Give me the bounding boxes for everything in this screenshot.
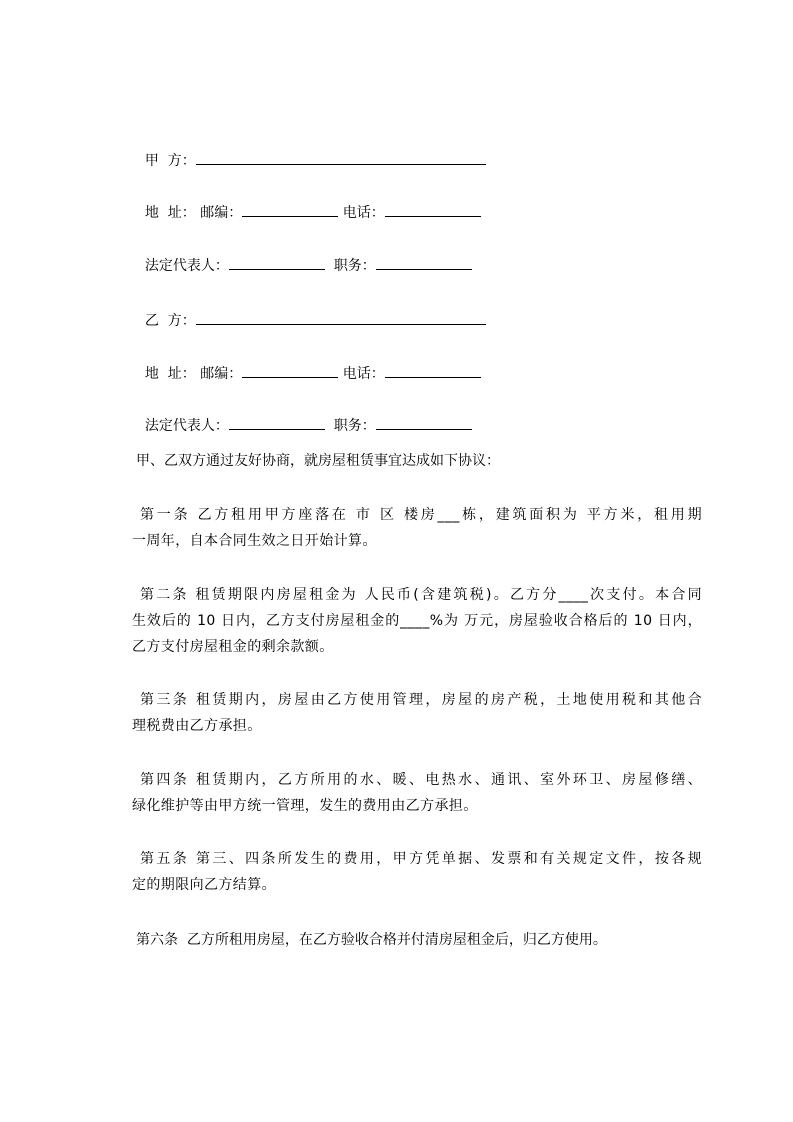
party-b-line bbox=[136, 291, 486, 331]
party-b-position-label: 职务： bbox=[333, 418, 376, 434]
party-a-label: 甲 方： bbox=[144, 153, 196, 169]
intro-text: 甲、乙双方通过友好协商，就房屋租赁事宜达成如下协议： bbox=[136, 453, 500, 469]
party-b-address-line bbox=[136, 344, 481, 384]
article-6: 第六条 乙方所租用房屋，在乙方验收合格并付清房屋租金后，归乙方使用。 bbox=[136, 932, 607, 948]
party-a-line bbox=[136, 131, 486, 171]
article-5 bbox=[132, 846, 702, 898]
party-b-postcode-label: 邮编： bbox=[200, 366, 243, 382]
article-3-line-2: 理税费由乙方承担。 bbox=[132, 718, 262, 734]
article-4 bbox=[132, 767, 702, 819]
party-a-name-blank bbox=[196, 152, 486, 165]
party-b-phone-label: 电话： bbox=[342, 366, 385, 382]
article-5-line-1: 第五条 第三、四条所发生的费用，甲方凭单据、发票和有关规定文件，按各规 bbox=[140, 851, 702, 867]
party-b-rep-blank bbox=[229, 417, 325, 430]
article-1-line-1: 第一条 乙方租用甲方座落在 市 区 楼房___栋，建筑面积为 平方米，租用期 bbox=[140, 507, 702, 523]
article-2 bbox=[132, 582, 702, 660]
article-1-line-2: 一周年，自本合同生效之日开始计算。 bbox=[132, 533, 377, 549]
party-a-address-line bbox=[136, 183, 481, 223]
party-a-rep-line bbox=[136, 236, 472, 276]
article-1 bbox=[132, 502, 702, 554]
article-2-line-2: 生效后的 10 日内，乙方支付房屋租金的____%为 万元，房屋验收合格后的 10 日内， bbox=[132, 613, 702, 629]
party-b-label: 乙 方： bbox=[144, 313, 196, 329]
article-3-line-1: 第三条 租赁期内，房屋由乙方使用管理，房屋的房产税，土地使用税和其他合 bbox=[140, 692, 702, 708]
party-b-rep-line bbox=[136, 396, 472, 436]
party-a-address-label: 地 址： bbox=[144, 205, 196, 221]
party-b-rep-label: 法定代表人： bbox=[144, 418, 229, 434]
article-3 bbox=[132, 687, 702, 739]
article-2-line-3: 乙方支付房屋租金的剩余款额。 bbox=[132, 639, 334, 655]
party-a-rep-label: 法定代表人： bbox=[144, 258, 229, 274]
article-4-line-2: 绿化维护等由甲方统一管理，发生的费用由乙方承担。 bbox=[132, 798, 478, 814]
party-a-phone-label: 电话： bbox=[342, 205, 385, 221]
party-a-phone-blank bbox=[385, 204, 481, 217]
party-b-name-blank bbox=[196, 312, 486, 325]
party-b-postcode-blank bbox=[242, 365, 338, 378]
article-5-line-2: 定的期限向乙方结算。 bbox=[132, 877, 276, 893]
party-a-position-label: 职务： bbox=[333, 258, 376, 274]
party-b-position-blank bbox=[376, 417, 472, 430]
party-a-postcode-label: 邮编： bbox=[200, 205, 243, 221]
party-b-phone-blank bbox=[385, 365, 481, 378]
party-a-position-blank bbox=[376, 257, 472, 270]
article-2-line-1: 第二条 租赁期限内房屋租金为 人民币(含建筑税)。乙方分____次支付。本合同 bbox=[140, 587, 702, 603]
party-a-rep-blank bbox=[229, 257, 325, 270]
party-b-address-label: 地 址： bbox=[144, 366, 196, 382]
article-4-line-1: 第四条 租赁期内，乙方所用的水、暖、电热水、通讯、室外环卫、房屋修缮、 bbox=[140, 772, 702, 788]
party-a-postcode-blank bbox=[242, 204, 338, 217]
